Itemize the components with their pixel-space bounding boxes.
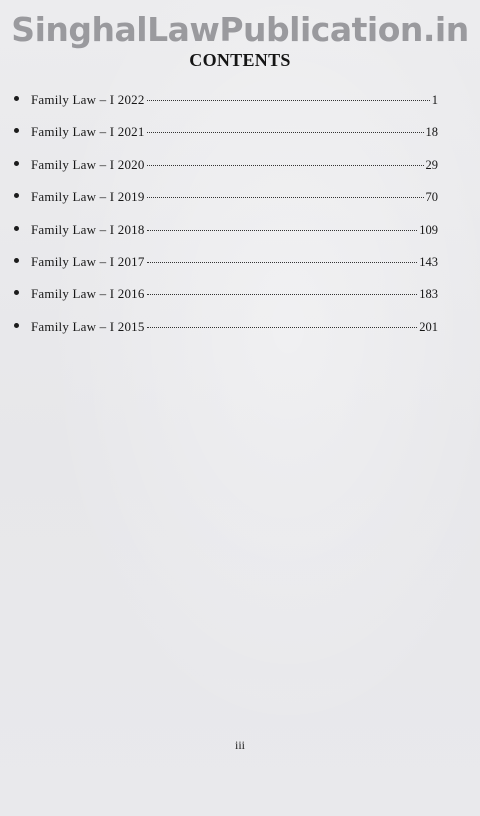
bullet-icon: [14, 290, 19, 295]
toc-entry[interactable]: [14, 92, 438, 124]
toc-entry-page: 29: [425, 157, 438, 172]
toc-entry-label: Family Law – I 2021: [31, 124, 145, 140]
dot-leader: [147, 197, 424, 198]
dot-leader: [147, 327, 418, 328]
toc-entry[interactable]: [14, 319, 438, 351]
bullet-icon: [14, 258, 19, 263]
toc-entry[interactable]: [14, 157, 438, 189]
toc-entry-page: 143: [419, 254, 438, 269]
toc-entry-page: 18: [425, 125, 438, 140]
dot-leader: [147, 100, 430, 101]
dot-leader: [147, 262, 418, 263]
contents-heading: CONTENTS: [189, 50, 291, 70]
toc-entry-label: Family Law – I 2019: [31, 189, 145, 205]
dot-leader: [147, 132, 424, 133]
toc-entry-label: Family Law – I 2022: [31, 92, 145, 107]
toc-entry[interactable]: [14, 124, 438, 156]
toc-entry-label: Family Law – I 2018: [31, 221, 145, 237]
toc-entry-page: 70: [425, 190, 438, 205]
watermark-text: SinghalLawPublication.in: [11, 10, 469, 49]
toc-entry-page: 183: [419, 287, 438, 302]
bullet-icon: [14, 226, 19, 231]
page-number: iii: [234, 738, 245, 752]
bullet-icon: [14, 161, 19, 166]
dot-leader: [147, 165, 424, 166]
bullet-icon: [14, 323, 19, 328]
table-of-contents: [14, 92, 438, 351]
toc-entry[interactable]: [14, 286, 438, 318]
toc-entry[interactable]: [14, 254, 438, 286]
toc-entry-label: Family Law – I 2017: [31, 253, 145, 269]
dot-leader: [147, 230, 418, 231]
dot-leader: [147, 294, 418, 295]
toc-entry-page: 201: [419, 319, 438, 334]
toc-entry[interactable]: [14, 222, 438, 254]
toc-entry-label: Family Law – I 2016: [31, 286, 145, 302]
toc-entry-page: 1: [431, 93, 438, 107]
toc-entry-label: Family Law – I 2015: [31, 318, 145, 334]
toc-entry-label: Family Law – I 2020: [31, 156, 145, 172]
bullet-icon: [14, 96, 19, 101]
toc-entry[interactable]: [14, 189, 438, 221]
bullet-icon: [14, 193, 19, 198]
bullet-icon: [14, 128, 19, 133]
toc-entry-page: 109: [419, 222, 438, 237]
